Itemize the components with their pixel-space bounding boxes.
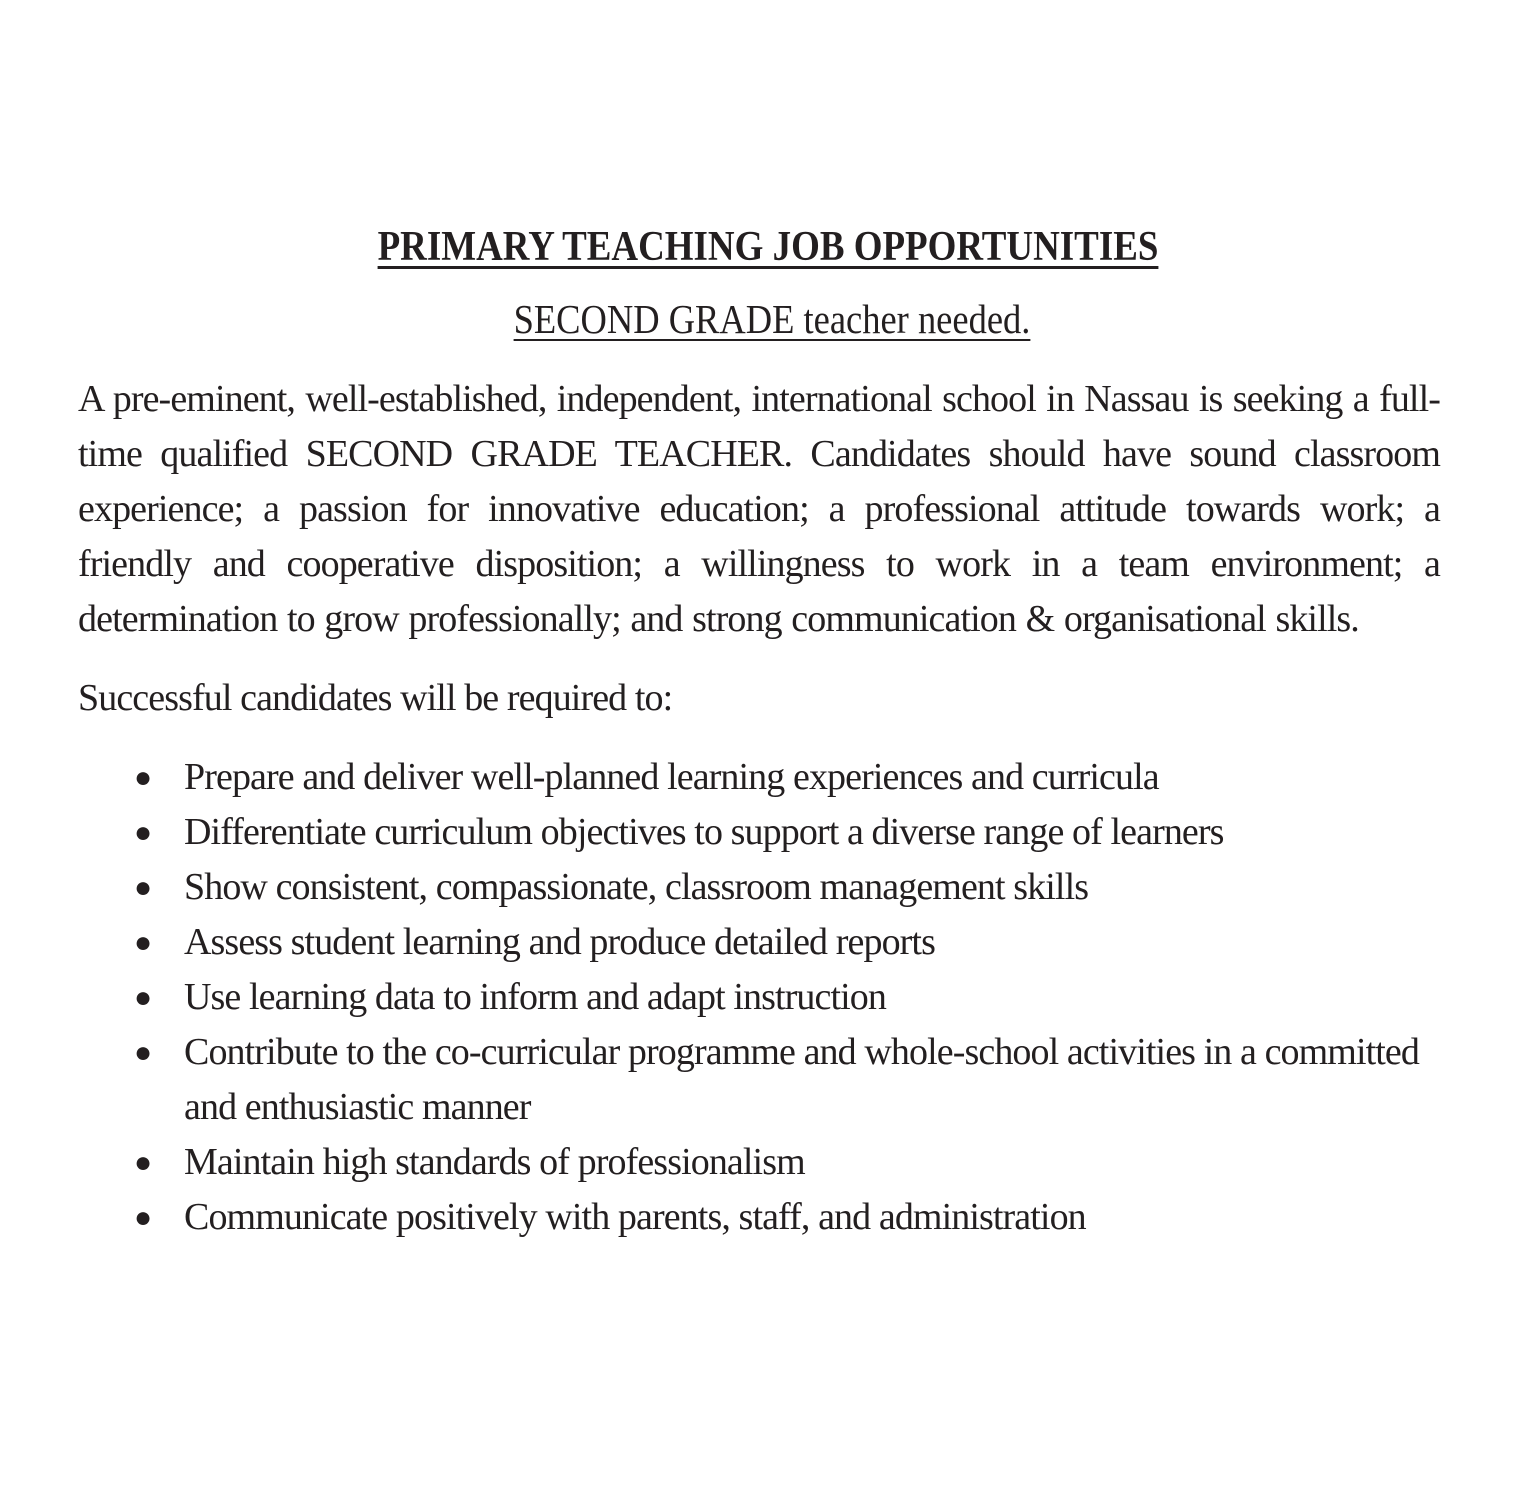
page-subtitle: SECOND GRADE teacher needed. [513,296,1031,342]
requirements-lead: Successful candidates will be required to: [78,677,673,719]
list-item-text: Maintain high standards of professionalism [184,1141,805,1183]
list-item-text: Differentiate curriculum objectives to support a diverse range of learners [184,811,1224,853]
list-item [134,860,1440,915]
list-item [134,805,1440,860]
bullet-icon: ● [134,926,152,959]
list-item-text: Communicate positively with parents, staff, and administration [184,1196,1086,1238]
bullet-icon: ● [134,981,152,1014]
list-item [134,1190,1440,1245]
intro-paragraph: A pre-eminent, well-established, independent, international school in Nassau is seeking a full-time qualified SECOND GRADE TEACHER. Candidates should have sound classroom experience; a passion for innovative education; a professional attitude towards work; a friendly and cooperative disposition; a willingness to work in a team environment; a determination to grow professionally; and strong communication & organisational skills. [78,378,1440,640]
job-advert [78,222,1440,1245]
list-item [134,915,1440,970]
duties-list [78,750,1440,1245]
bullet-icon: ● [134,761,152,794]
list-item [134,1025,1440,1135]
list-item-text: Contribute to the co-curricular programme and whole-school activities in a committed and enthusiastic manner [184,1031,1419,1128]
list-item-text: Assess student learning and produce detailed reports [184,921,935,963]
page-title: PRIMARY TEACHING JOB OPPORTUNITIES [377,224,1159,270]
list-item-text: Prepare and deliver well-planned learning experiences and curricula [184,756,1159,798]
bullet-icon: ● [134,1201,152,1234]
list-item-text: Use learning data to inform and adapt instruction [184,976,886,1018]
bullet-icon: ● [134,1146,152,1179]
list-item [134,750,1440,805]
list-item-text: Show consistent, compassionate, classroom management skills [184,866,1089,908]
bullet-icon: ● [134,1036,152,1069]
bullet-icon: ● [134,871,152,904]
list-item [134,1135,1440,1190]
list-item [134,970,1440,1025]
bullet-icon: ● [134,816,152,849]
